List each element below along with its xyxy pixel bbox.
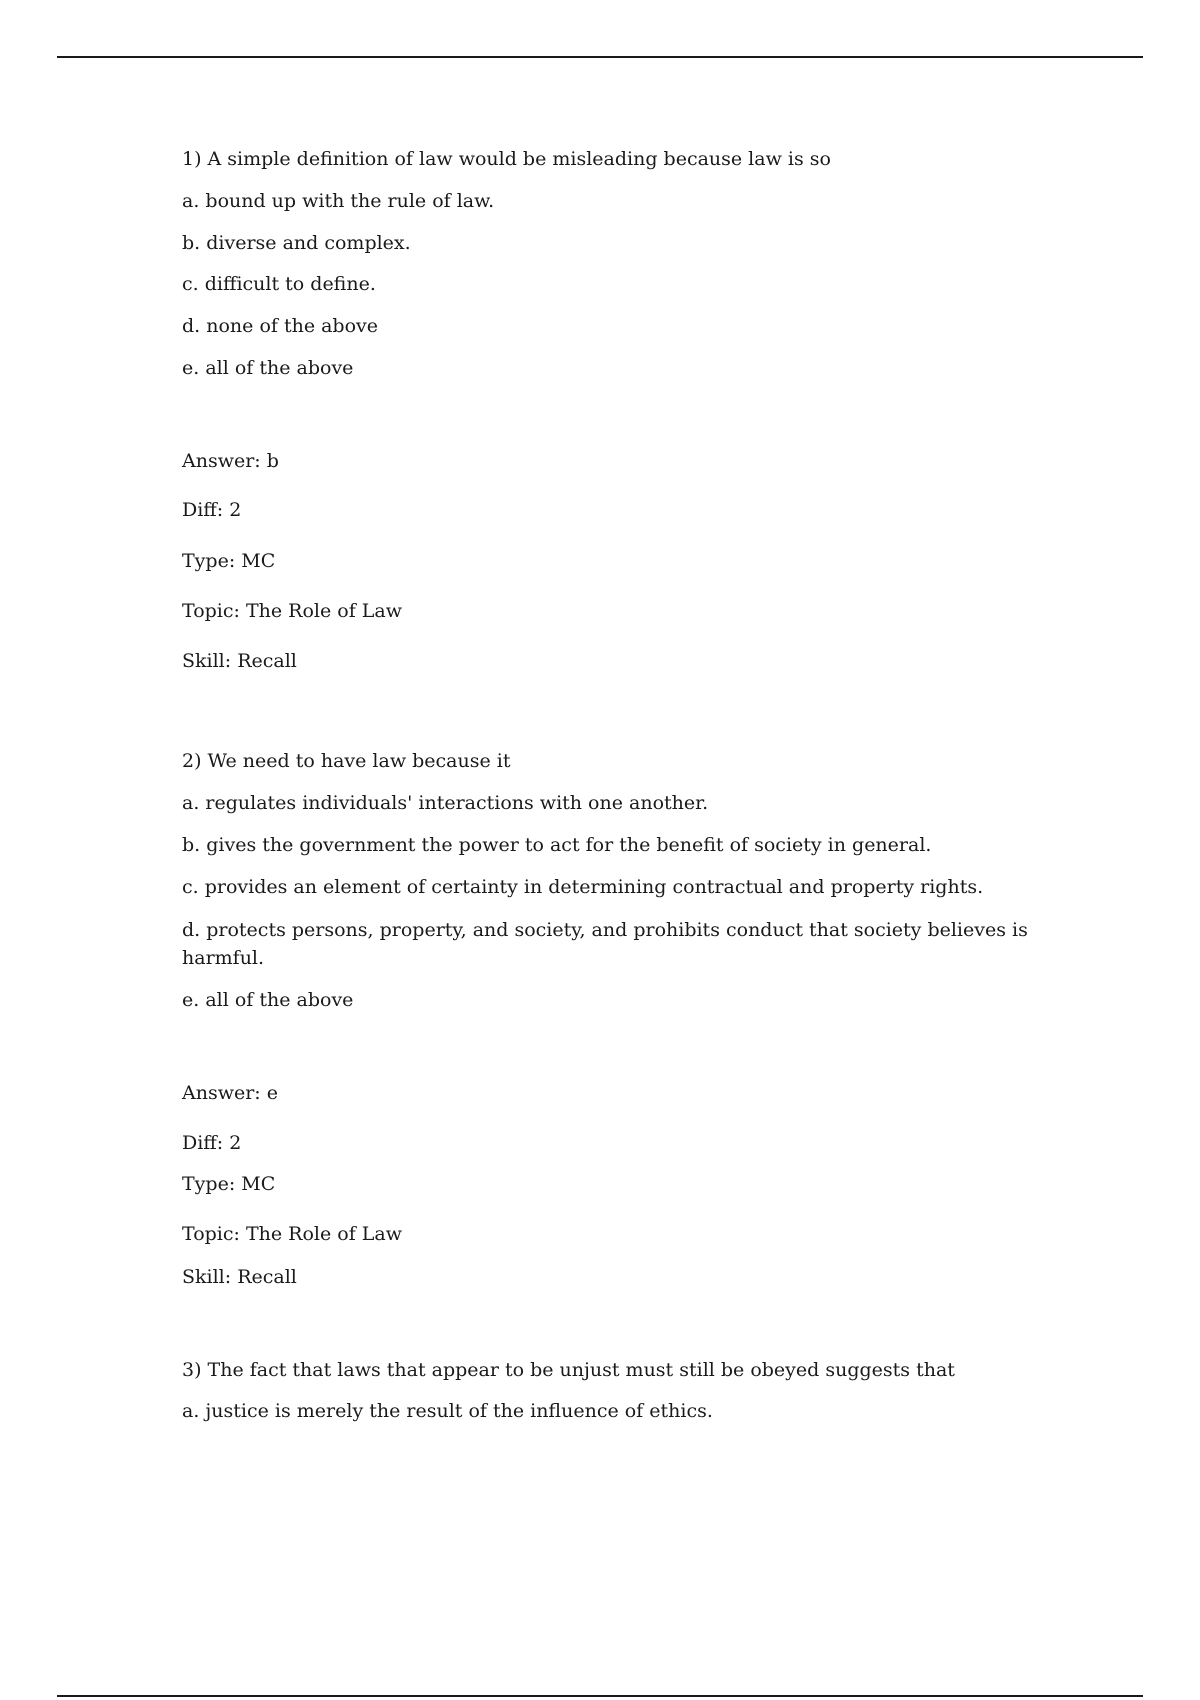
bottom-rule bbox=[57, 1695, 1143, 1697]
question-2-option-e: e. all of the above bbox=[182, 989, 354, 1011]
question-2-type: Type: MC bbox=[182, 1173, 276, 1195]
question-2-topic: Topic: The Role of Law bbox=[182, 1223, 402, 1245]
question-3-stem: 3) The fact that laws that appear to be unjust must still be obeyed suggests that bbox=[182, 1359, 955, 1381]
question-2-option-d: d. protects persons, property, and society, and prohibits conduct that society believes is harmful. bbox=[182, 919, 1028, 969]
question-2-option-c: c. provides an element of certainty in determining contractual and property rights. bbox=[182, 876, 984, 898]
question-1-option-b: b. diverse and complex. bbox=[182, 232, 411, 254]
question-1-answer: Answer: b bbox=[182, 450, 279, 472]
question-2-diff: Diff: 2 bbox=[182, 1132, 242, 1154]
top-rule bbox=[57, 56, 1143, 58]
question-1-option-c: c. difficult to define. bbox=[182, 273, 376, 295]
question-1-diff: Diff: 2 bbox=[182, 499, 242, 521]
question-1-option-d: d. none of the above bbox=[182, 315, 379, 337]
question-1-option-e: e. all of the above bbox=[182, 357, 354, 379]
question-1-stem: 1) A simple definition of law would be misleading because law is so bbox=[182, 148, 831, 170]
question-3-option-a: a. justice is merely the result of the influence of ethics. bbox=[182, 1400, 713, 1422]
question-1-type: Type: MC bbox=[182, 550, 276, 572]
question-2-skill: Skill: Recall bbox=[182, 1266, 297, 1288]
question-1-skill: Skill: Recall bbox=[182, 650, 297, 672]
question-2-answer: Answer: e bbox=[182, 1082, 278, 1104]
question-1-topic: Topic: The Role of Law bbox=[182, 600, 402, 622]
question-2-option-a: a. regulates individuals' interactions with one another. bbox=[182, 792, 709, 814]
question-2-stem: 2) We need to have law because it bbox=[182, 750, 511, 772]
question-2-option-b: b. gives the government the power to act for the benefit of society in general. bbox=[182, 834, 932, 856]
question-1-option-a: a. bound up with the rule of law. bbox=[182, 190, 495, 212]
